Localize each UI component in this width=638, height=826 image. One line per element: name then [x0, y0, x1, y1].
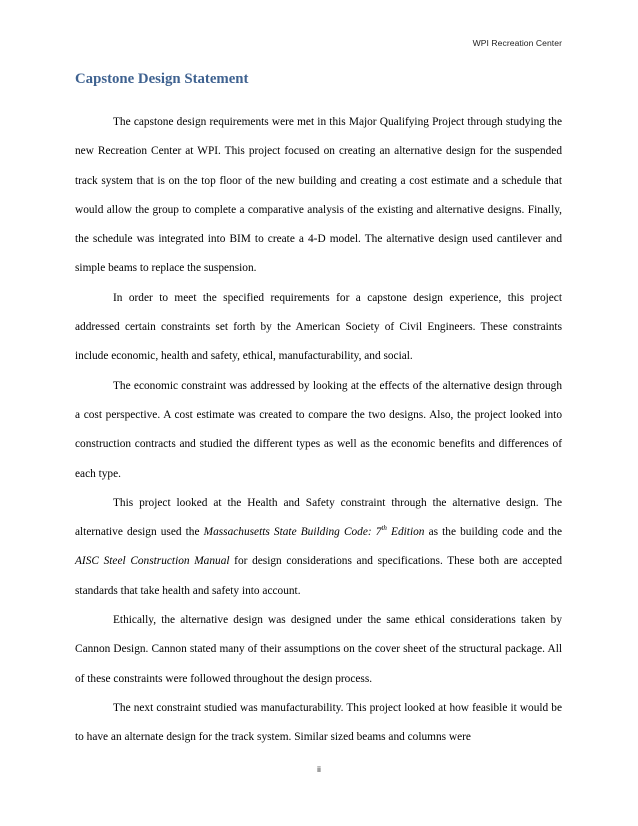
page-number: ii [317, 764, 321, 774]
paragraph-economic: The economic constraint was addressed by looking at the effects of the alternative design through a cost perspective. A cost estimate was created to compare the two designs. Also, the project looked into construction contracts and studied the different types as well as the economic benefits and differences of each type. [75, 379, 562, 480]
running-header: WPI Recreation Center [472, 38, 562, 48]
reference-title: Massachusetts State Building Code: 7 [203, 526, 382, 539]
text-span: for design considerations and specifications. These both are accepted standards that take health and safety into account. [75, 555, 562, 597]
body-text [75, 108, 562, 753]
paragraph-ethical: Ethically, the alternative design was designed under the same ethical considerations taken by Cannon Design. Cannon stated many of their assumptions on the cover sheet of the structural package. All of these constraints were followed throughout the design process. [75, 614, 562, 685]
reference-title-end: Edition [386, 526, 425, 539]
text-span: as the building code and the [424, 526, 562, 539]
paragraph-health-safety [75, 489, 562, 606]
paragraph-overview: The capstone design requirements were met in this Major Qualifying Project through studying the new Recreation Center at WPI. This project focused on creating an alternative design for the suspended track system that is on the top floor of the new building and creating a cost estimate and a schedule that would allow the group to complete a comparative analysis of the existing and alternative designs. Finally, the schedule was integrated into BIM to create a 4-D model. The alternative design used cantilever and simple beams to replace the suspension. [75, 116, 562, 275]
text-span: This project looked at the Health and Safety constraint through the alternative design. The alternative design used the [75, 496, 562, 539]
steel-manual-reference: AISC Steel Construction Manual [75, 555, 230, 568]
building-code-reference [204, 526, 425, 538]
ordinal-superscript: th [381, 524, 387, 533]
paragraph-manufacturability: The next constraint studied was manufacturability. This project looked at how feasible it would be to have an alternate design for the track system. Similar sized beams and columns were [75, 701, 562, 744]
section-heading: Capstone Design Statement [75, 71, 249, 87]
paragraph-constraints: In order to meet the specified requirements for a capstone design experience, this project addressed certain constraints set forth by the American Society of Civil Engineers. These constraints include economic, health and safety, ethical, manufacturability, and social. [75, 291, 562, 363]
